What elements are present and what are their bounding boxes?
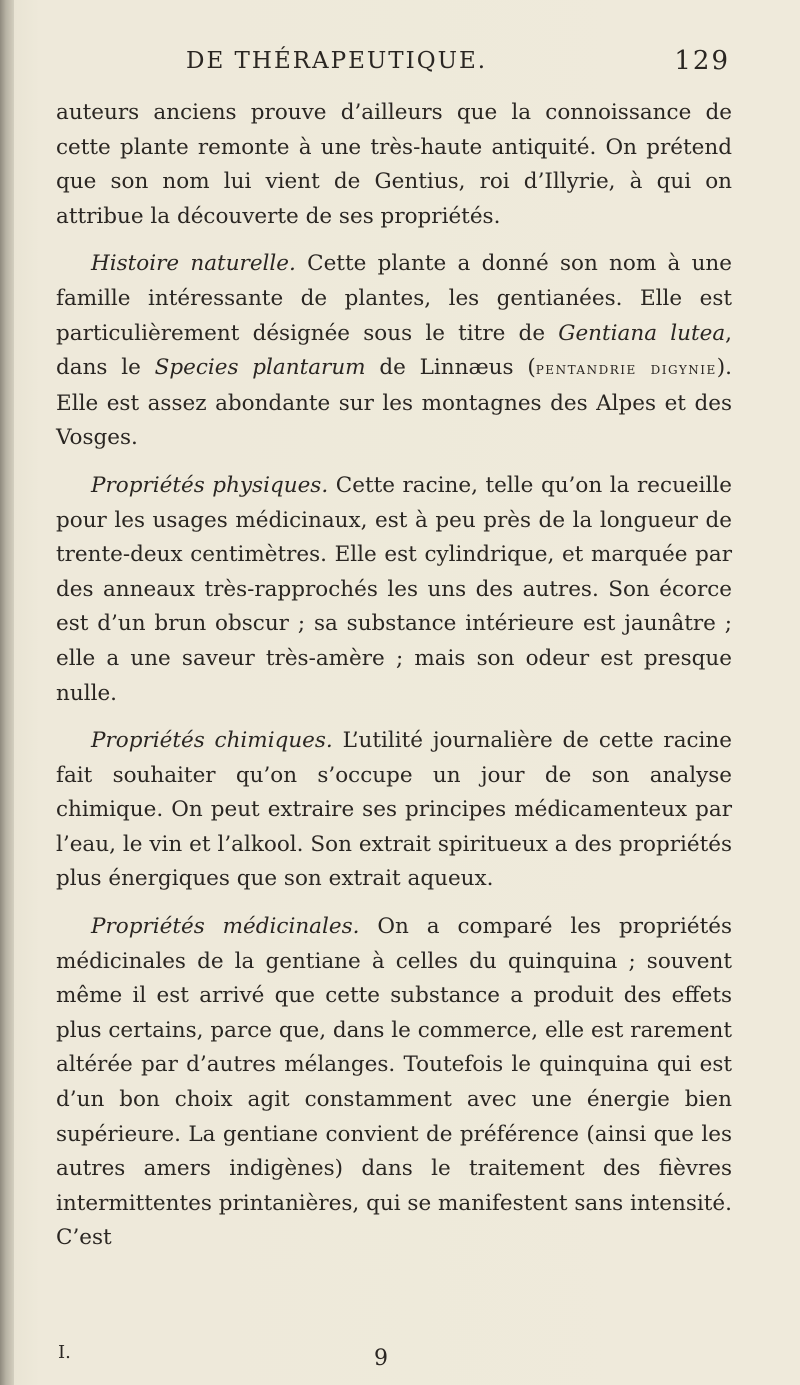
book-title: Species plantarum [154,355,366,381]
paragraph-text: Cette racine, telle qu’on la recueille pour les usages médicinaux, est à peu près de la longueur de trente-deux centimètres. Elle est cylindrique, et marquée par des anneaux très-rapprochés les uns des autres. Son écorce est d’un brun obscur ; sa substance intérieure est jaunâtre ; elle a une saveur très-amère ; mais son odeur est presque nulle. [56,472,732,706]
volume-signature: I. [58,1342,71,1363]
page-binding-edge [0,0,14,1385]
paragraph-text: Cette plante a donné son nom à une famille intéressante de plantes, les gentianées. Elle est particulièrement désignée sous le titre de [56,251,733,346]
page-footer [58,1342,698,1378]
paragraph-proprietes-physiques [56,469,732,711]
paragraph-proprietes-medicinales [56,910,732,1256]
section-heading-proprietes-medicinales: Propriétés médicinales. [91,914,360,940]
page-header [120,48,730,88]
species-name: Gentiana lutea [558,320,726,346]
paragraph-continuation: auteurs anciens prouve d’ailleurs que la connoissance de cette plante remonte à une très-haute antiquité. On prétend que son nom lui vient de Gentius, roi d’Illyrie, à qui on attribue la découverte de ses propriétés. [56,100,732,229]
section-heading-proprietes-physiques: Propriétés physiques. [91,472,329,498]
section-heading-histoire-naturelle: Histoire naturelle. [91,251,296,277]
section-heading-proprietes-chimiques: Propriétés chimiques. [91,728,333,754]
paragraph-text: , dans le [56,320,733,381]
paragraph-proprietes-chimiques [56,724,732,897]
paragraph-text: L’utilité journalière de cette racine fait souhaiter qu’on s’occupe un jour de son analyse chimique. On peut extraire ses principes médicamenteux par l’eau, le vin et l’alkool. Son extrait spiritueux a des propriétés plus énergiques que son extrait aqueux. [56,728,733,892]
running-title: DE THÉRAPEUTIQUE. [186,48,488,74]
sheet-number: 9 [374,1346,388,1371]
paragraph-text: de Linnæus ( [365,355,536,381]
paragraph-histoire-naturelle [56,247,732,456]
page-number: 129 [674,46,730,76]
page-body [56,96,732,1256]
paragraph-text: ). Elle est assez abondante sur les montagnes des Alpes et des Vosges. [56,355,732,451]
paragraph-text: On a comparé les propriétés médicinales de la gentiane à celles du quinquina ; souvent même il est arrivé que cette substance a produit des effets plus certains, parce que, dans le commerce, elle est rarement altérée par d’autres mélanges. Toutefois le quinquina qui est d’un bon choix agit constamment avec une énergie bien supérieure. La gentiane convient de préférence (ainsi que les autres amers indigènes) dans le traitement des fièvres intermittentes printanières, qui se manifestent sans intensité. C’est [56,914,732,1251]
linnaean-class: pentandrie digynie [535,359,717,380]
